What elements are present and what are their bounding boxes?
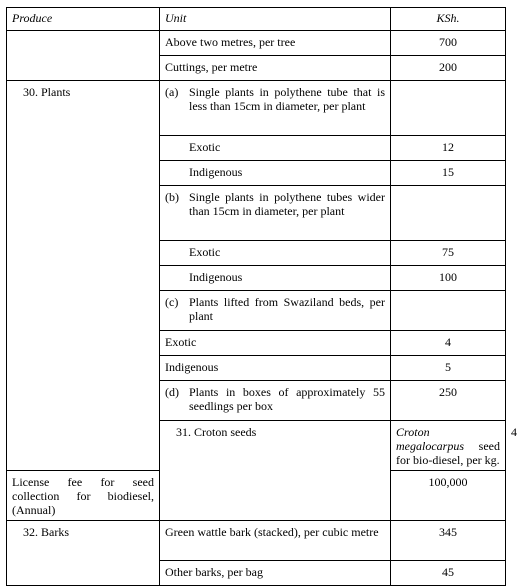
ksh-cell: 700 bbox=[391, 31, 506, 56]
unit-cell-c bbox=[160, 291, 391, 331]
produce-price-table bbox=[6, 7, 517, 586]
header-ksh: KSh. bbox=[391, 8, 506, 31]
unit-cell-a bbox=[160, 81, 391, 136]
table-row bbox=[7, 31, 506, 56]
unit-cell: Exotic bbox=[160, 331, 391, 356]
produce-cell-empty bbox=[7, 31, 160, 81]
ksh-cell: 4 bbox=[391, 331, 506, 356]
header-row bbox=[7, 8, 506, 31]
produce-cell-barks: 32. Barks bbox=[7, 521, 160, 586]
item-text-a: Single plants in polythene tube that is less than 15cm in diameter, per plant bbox=[189, 85, 385, 113]
item-text-b: Single plants in polythene tubes wider than 15cm in diameter, per plant bbox=[189, 190, 385, 218]
item-label-b: (b) bbox=[165, 190, 179, 204]
unit-cell: Cuttings, per metre bbox=[160, 56, 391, 81]
produce-cell-croton: 31. Croton seeds bbox=[160, 421, 391, 521]
ksh-cell: 5 bbox=[391, 356, 506, 381]
ksh-cell: 100 bbox=[391, 266, 506, 291]
header-unit: Unit bbox=[160, 8, 391, 31]
unit-cell: Indigenous bbox=[160, 356, 391, 381]
unit-cell: Exotic bbox=[160, 241, 391, 266]
ksh-cell-empty bbox=[391, 186, 506, 241]
ksh-cell-empty bbox=[391, 291, 506, 331]
ksh-cell: 200 bbox=[391, 56, 506, 81]
item-label-d: (d) bbox=[165, 385, 179, 399]
unit-cell: Indigenous bbox=[160, 266, 391, 291]
seed-description: seed for bio-diesel, per kg. bbox=[396, 439, 500, 467]
ksh-cell-empty bbox=[391, 81, 506, 136]
item-label-c: (c) bbox=[165, 295, 179, 309]
ksh-cell: 250 bbox=[391, 381, 506, 421]
table-row bbox=[7, 81, 506, 136]
table-row bbox=[7, 521, 506, 561]
unit-cell: Other barks, per bag bbox=[160, 561, 391, 586]
item-text-c: Plants lifted from Swaziland beds, per plant bbox=[189, 295, 385, 323]
header-produce: Produce bbox=[7, 8, 160, 31]
species-name: Croton megalocarpus bbox=[396, 425, 464, 453]
produce-cell-plants: 30. Plants bbox=[7, 81, 160, 471]
unit-cell-croton-seed bbox=[391, 421, 506, 471]
ksh-cell: 75 bbox=[391, 241, 506, 266]
ksh-cell: 100,000 bbox=[391, 471, 506, 521]
unit-cell-d bbox=[160, 381, 391, 421]
unit-cell-license: License fee for seed collection for biodiesel, (Annual) bbox=[7, 471, 160, 521]
ksh-cell: 345 bbox=[391, 521, 506, 561]
unit-cell: Above two metres, per tree bbox=[160, 31, 391, 56]
ksh-cell: 12 bbox=[391, 136, 506, 161]
ksh-cell: 15 bbox=[391, 161, 506, 186]
table-row: 31. Croton seeds Croton megalocarpus seed for bio-diesel, per kg. 4 bbox=[7, 421, 506, 471]
item-text-d: Plants in boxes of approximately 55 seedlings per box bbox=[189, 385, 385, 413]
unit-cell: Exotic bbox=[160, 136, 391, 161]
unit-cell: Indigenous bbox=[160, 161, 391, 186]
ksh-cell: 45 bbox=[391, 561, 506, 586]
unit-cell-b bbox=[160, 186, 391, 241]
unit-cell-wattle: Green wattle bark (stacked), per cubic metre bbox=[160, 521, 391, 561]
item-label-a: (a) bbox=[165, 85, 179, 99]
